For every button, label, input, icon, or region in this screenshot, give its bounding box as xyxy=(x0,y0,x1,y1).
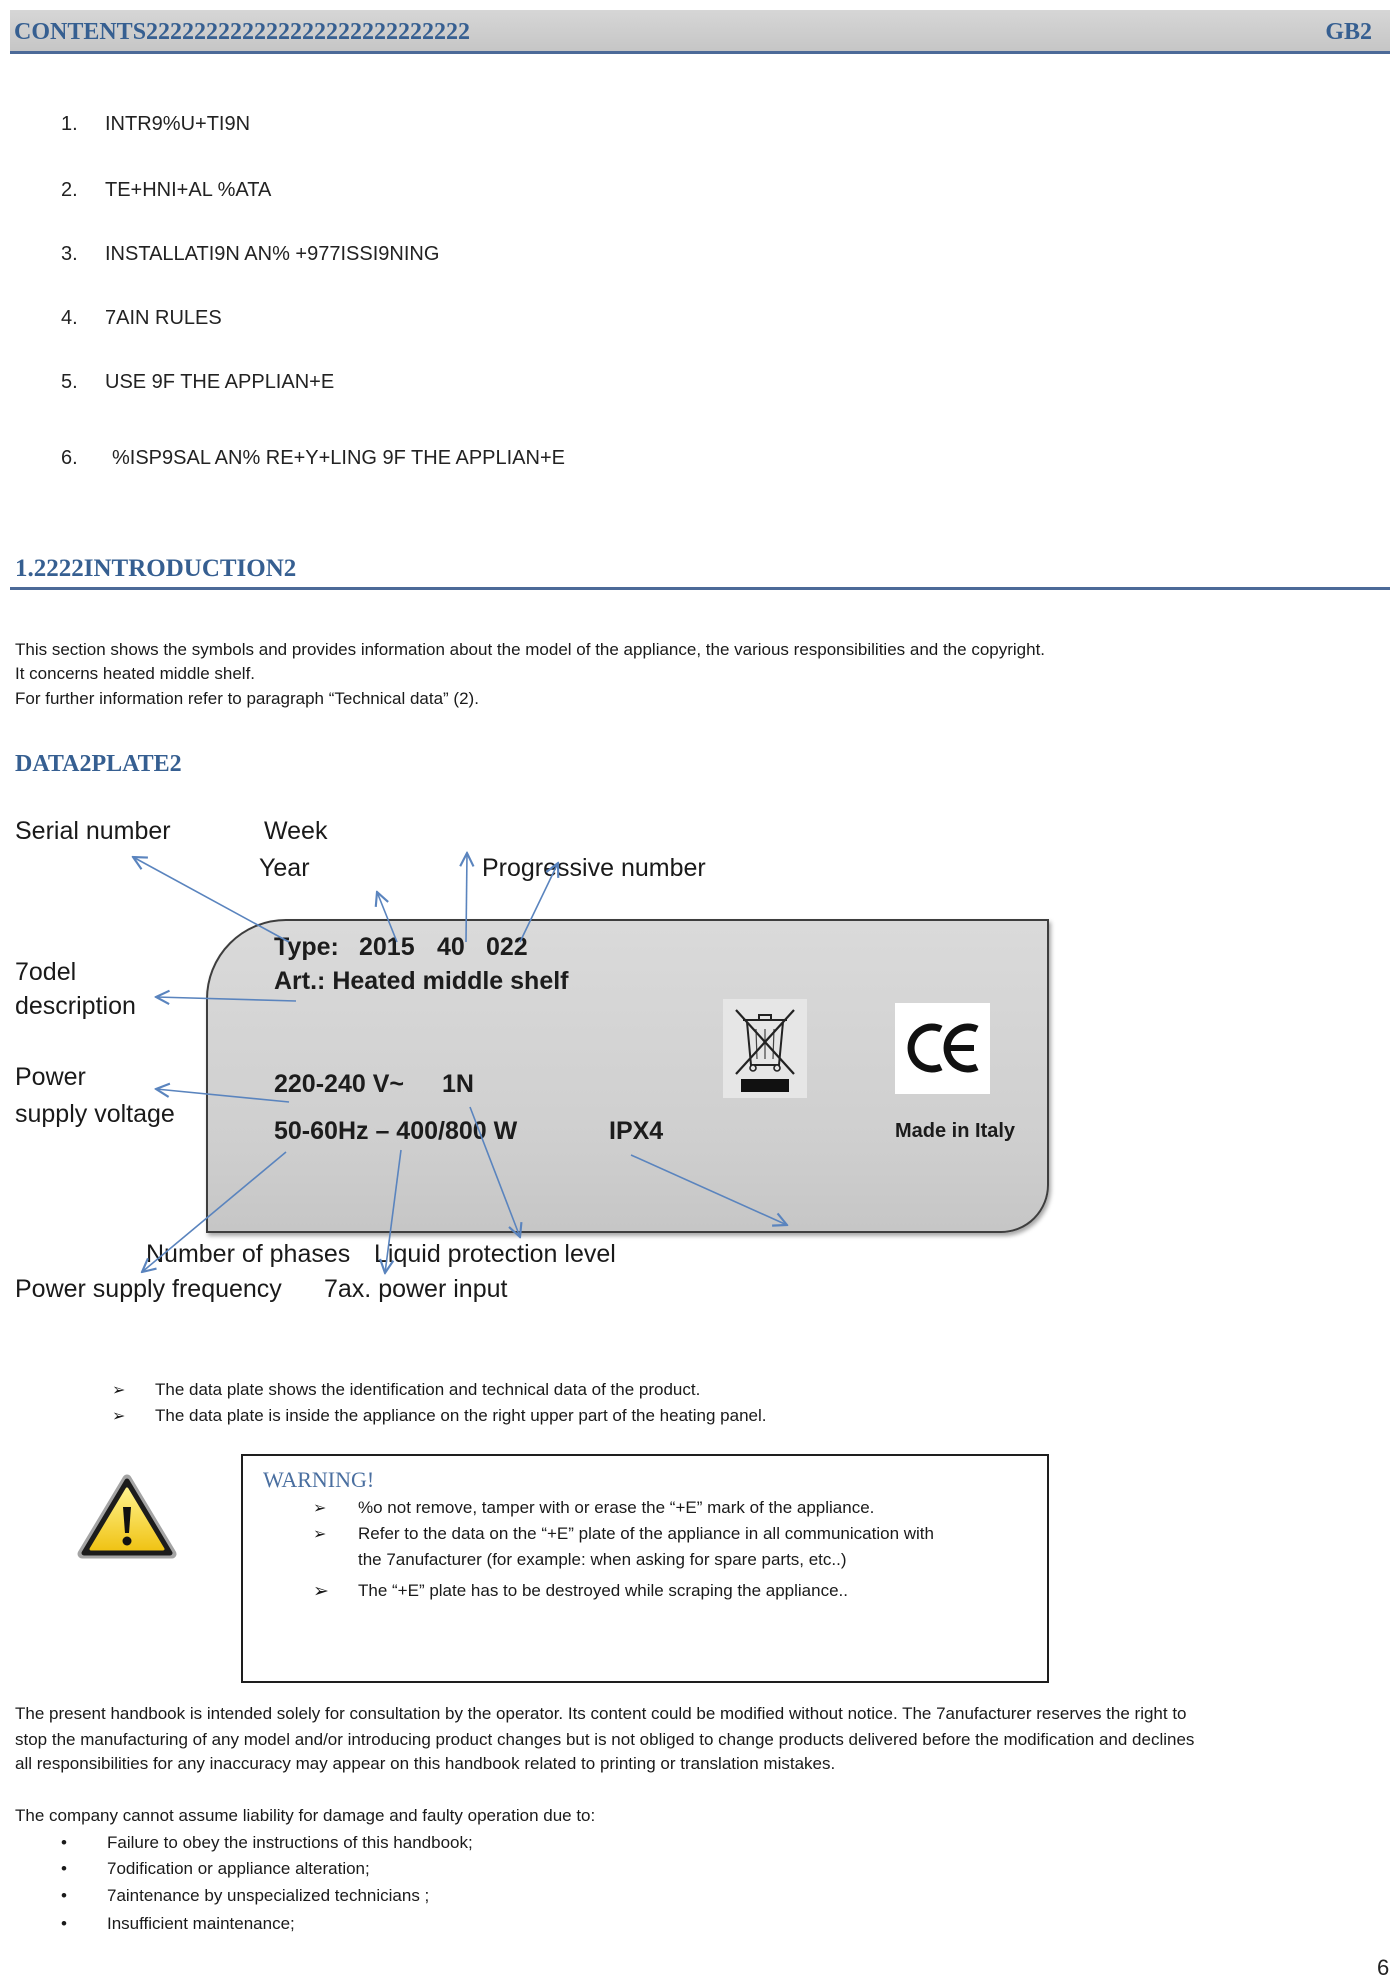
intro-paragraph-line: It concerns heated middle shelf. xyxy=(15,664,256,683)
plate-week: 40 xyxy=(437,933,465,961)
toc-number: 6. xyxy=(61,447,78,469)
warning-item-continuation: the 7anufacturer (for example: when asking for spare parts, etc..) xyxy=(358,1550,847,1569)
dot-bullet: • xyxy=(61,1914,67,1933)
liability-item: Failure to obey the instructions of this handbook; xyxy=(107,1833,473,1852)
subsection-heading-data-plate: DATA2PLATE2 xyxy=(15,751,182,777)
toc-item-technical-data: TE+HNI+AL %ATA xyxy=(105,179,272,201)
toc-item-introduction: INTR9%U+TI9N xyxy=(105,113,251,135)
weee-bin-icon xyxy=(723,999,807,1098)
plate-year: 2015 xyxy=(359,933,415,961)
header-page-code: GB2 xyxy=(1325,19,1372,45)
liability-intro: The company cannot assume liability for damage and faulty operation due to: xyxy=(15,1806,596,1825)
warning-triangle-icon xyxy=(76,1472,178,1561)
toc-item-disposal: %ISP9SAL AN% RE+Y+LING 9F THE APPLIAN+E xyxy=(112,447,565,469)
label-power-supply-voltage: Power xyxy=(15,1063,86,1091)
label-serial-number: Serial number xyxy=(15,817,171,845)
liability-item: 7aintenance by unspecialized technicians ; xyxy=(107,1886,430,1905)
label-model-description: 7odel xyxy=(15,958,77,986)
warning-item: Refer to the data on the “+E” plate of the appliance in all communication with xyxy=(358,1524,934,1543)
plate-ip-rating: IPX4 xyxy=(609,1117,664,1145)
label-power-supply-frequency: Power supply frequency xyxy=(15,1275,282,1303)
label-max-power-input: 7ax. power input xyxy=(324,1275,508,1303)
toc-number: 4. xyxy=(61,307,78,329)
label-number-of-phases: Number of phases xyxy=(146,1240,351,1268)
header-rule xyxy=(10,51,1390,54)
intro-paragraph-line: This section shows the symbols and provides information about the model of the appliance, the various responsibilities and the copyright. xyxy=(15,640,1046,659)
liability-item: 7odification or appliance alteration; xyxy=(107,1859,370,1878)
ce-mark-icon xyxy=(895,1003,990,1094)
warning-item: %o not remove, tamper with or erase the “+E” mark of the appliance. xyxy=(358,1498,875,1517)
label-model-description: description xyxy=(15,992,136,1020)
disclaimer-line: all responsibilities for any inaccuracy may appear on this handbook related to printing or translation mistakes. xyxy=(15,1754,836,1773)
intro-paragraph-line: For further information refer to paragraph “Technical data” (2). xyxy=(15,689,479,708)
label-power-supply-voltage: supply voltage xyxy=(15,1100,175,1128)
plate-note: The data plate shows the identification and technical data of the product. xyxy=(155,1380,701,1399)
warning-title: WARNING! xyxy=(263,1467,375,1492)
page-number: 6 xyxy=(1377,1955,1390,1980)
plate-type-label: Type: xyxy=(274,933,339,961)
plate-note: The data plate is inside the appliance on the right upper part of the heating panel. xyxy=(155,1406,767,1425)
section-rule xyxy=(10,587,1390,590)
arrow-bullet: ➢ xyxy=(112,1406,126,1425)
plate-voltage: 220-240 V~ xyxy=(274,1070,404,1098)
disclaimer-line: The present handbook is intended solely for consultation by the operator. Its content could be modified without notice. The 7anufacturer reserves the right to xyxy=(15,1704,1187,1723)
dot-bullet: • xyxy=(61,1859,67,1878)
arrow-bullet: ➢ xyxy=(313,1580,329,1602)
arrow-bullet: ➢ xyxy=(313,1524,327,1543)
plate-phases: 1N xyxy=(442,1070,474,1098)
header-title: CONTENTS222222222222222222222222222 xyxy=(14,19,471,45)
plate-frequency-power: 50-60Hz – 400/800 W xyxy=(274,1117,518,1145)
toc-item-installation: INSTALLATI9N AN% +977ISSI9NING xyxy=(105,243,440,265)
arrow-bullet: ➢ xyxy=(313,1498,327,1517)
label-year: Year xyxy=(259,854,310,882)
arrow-bullet: ➢ xyxy=(112,1380,126,1399)
warning-item: The “+E” plate has to be destroyed while scraping the appliance.. xyxy=(358,1581,848,1600)
section-heading-introduction: 1.2222INTRODUCTION2 xyxy=(15,555,297,582)
label-progressive-number: Progressive number xyxy=(482,854,706,882)
liability-item: Insufficient maintenance; xyxy=(107,1914,295,1933)
toc-number: 1. xyxy=(61,113,78,135)
toc-number: 5. xyxy=(61,371,78,393)
toc-number: 3. xyxy=(61,243,78,265)
toc-item-main-rules: 7AIN RULES xyxy=(105,307,222,329)
label-liquid-protection-level: Liquid protection level xyxy=(374,1240,616,1268)
plate-progressive-number: 022 xyxy=(486,933,528,961)
plate-origin: Made in Italy xyxy=(895,1120,1016,1142)
disclaimer-line: stop the manufacturing of any model and/or introducing product changes but is not obliged to change products delivered before the modification and declines xyxy=(15,1730,1195,1749)
toc-number: 2. xyxy=(61,179,78,201)
dot-bullet: • xyxy=(61,1833,67,1852)
label-week: Week xyxy=(264,817,328,845)
plate-article: Art.: Heated middle shelf xyxy=(274,967,569,995)
toc-item-use: USE 9F THE APPLIAN+E xyxy=(105,371,335,393)
dot-bullet: • xyxy=(61,1886,67,1905)
